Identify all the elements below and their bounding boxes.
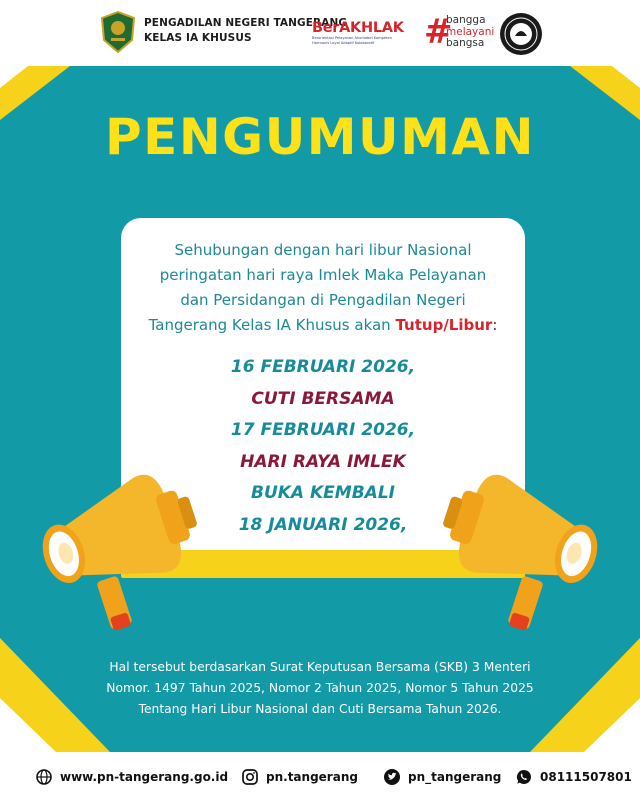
bangga-line3: bangsa — [446, 37, 485, 49]
twitter-icon — [384, 769, 400, 785]
megaphone-left-icon — [30, 462, 206, 640]
header — [0, 0, 640, 66]
footnote-line: Hal tersebut berdasarkan Surat Keputusan Bersama (SKB) 3 Menteri — [109, 660, 531, 674]
berakhlak-tagline — [312, 36, 424, 46]
bangga-line1: bangga — [446, 14, 486, 26]
footer-twitter[interactable] — [384, 768, 501, 786]
footnote-line: Tentang Hari Libur Nasional dan Cuti Bersama Tahun 2026. — [138, 702, 502, 716]
footnote-line: Nomor. 1497 Tahun 2025, Nomor 2 Tahun 2025, Nomor 5 Tahun 2025 — [106, 681, 534, 695]
berakhlak-tagline-line1: Berorientasi Pelayanan Akuntabel Kompeten — [312, 36, 393, 40]
whatsapp-icon — [516, 769, 532, 785]
date-line: HARI RAYA IMLEK — [240, 451, 406, 472]
announcement-line: dan Persidangan di Pengadilan Negeri — [180, 291, 466, 309]
org-name-line1: PENGADILAN NEGERI TANGERANG — [144, 17, 348, 29]
megaphone-right-icon — [434, 462, 610, 640]
bangga-line2: melayani — [446, 25, 495, 38]
berakhlak-tagline-line2: Harmonis Loyal Adaptif Kolaboratif — [312, 41, 375, 45]
date-line: 18 JANUARI 2026, — [238, 514, 408, 535]
date-line: 17 FEBRUARI 2026, — [230, 420, 416, 440]
date-line: BUKA KEMBALI — [251, 483, 395, 503]
berakhlak-wordmark: BerAKHLAK — [312, 20, 404, 36]
footer-website[interactable] — [36, 768, 228, 786]
footer-contacts — [0, 752, 640, 800]
circular-seal-icon — [499, 12, 543, 56]
date-line: 16 FEBRUARI 2026, — [230, 357, 416, 377]
bangga-hash-mark: # — [424, 12, 453, 52]
court-emblem-icon — [98, 10, 138, 54]
announcement-line — [121, 313, 525, 338]
org-name-line2: KELAS IA KHUSUS — [144, 32, 252, 44]
website-text: www.pn-tangerang.go.id — [60, 770, 229, 784]
page-title: PENGUMUMAN — [105, 108, 535, 166]
globe-icon — [36, 769, 52, 785]
announcement-line: peringatan hari raya Imlek Maka Pelayanan — [159, 266, 487, 284]
announcement-colon: : — [492, 316, 498, 334]
date-line: CUTI BERSAMA — [251, 388, 395, 409]
bangga-melayani-bangsa — [446, 15, 494, 50]
berakhlak-logo — [312, 20, 424, 46]
announcement-line4-prefix: Tangerang Kelas IA Khusus akan — [148, 316, 396, 334]
announcement-text — [121, 238, 525, 338]
instagram-icon — [242, 769, 258, 785]
legal-basis-note — [0, 657, 640, 720]
footer-whatsapp[interactable] — [516, 768, 632, 786]
whatsapp-number: 08111507801 — [540, 770, 632, 784]
twitter-handle: pn_tangerang — [408, 770, 502, 784]
instagram-handle: pn.tangerang — [266, 770, 358, 784]
announcement-line: Sehubungan dengan hari libur Nasional — [174, 241, 472, 259]
footer-instagram[interactable] — [242, 768, 358, 786]
closed-highlight: Tutup/Libur — [395, 316, 493, 334]
